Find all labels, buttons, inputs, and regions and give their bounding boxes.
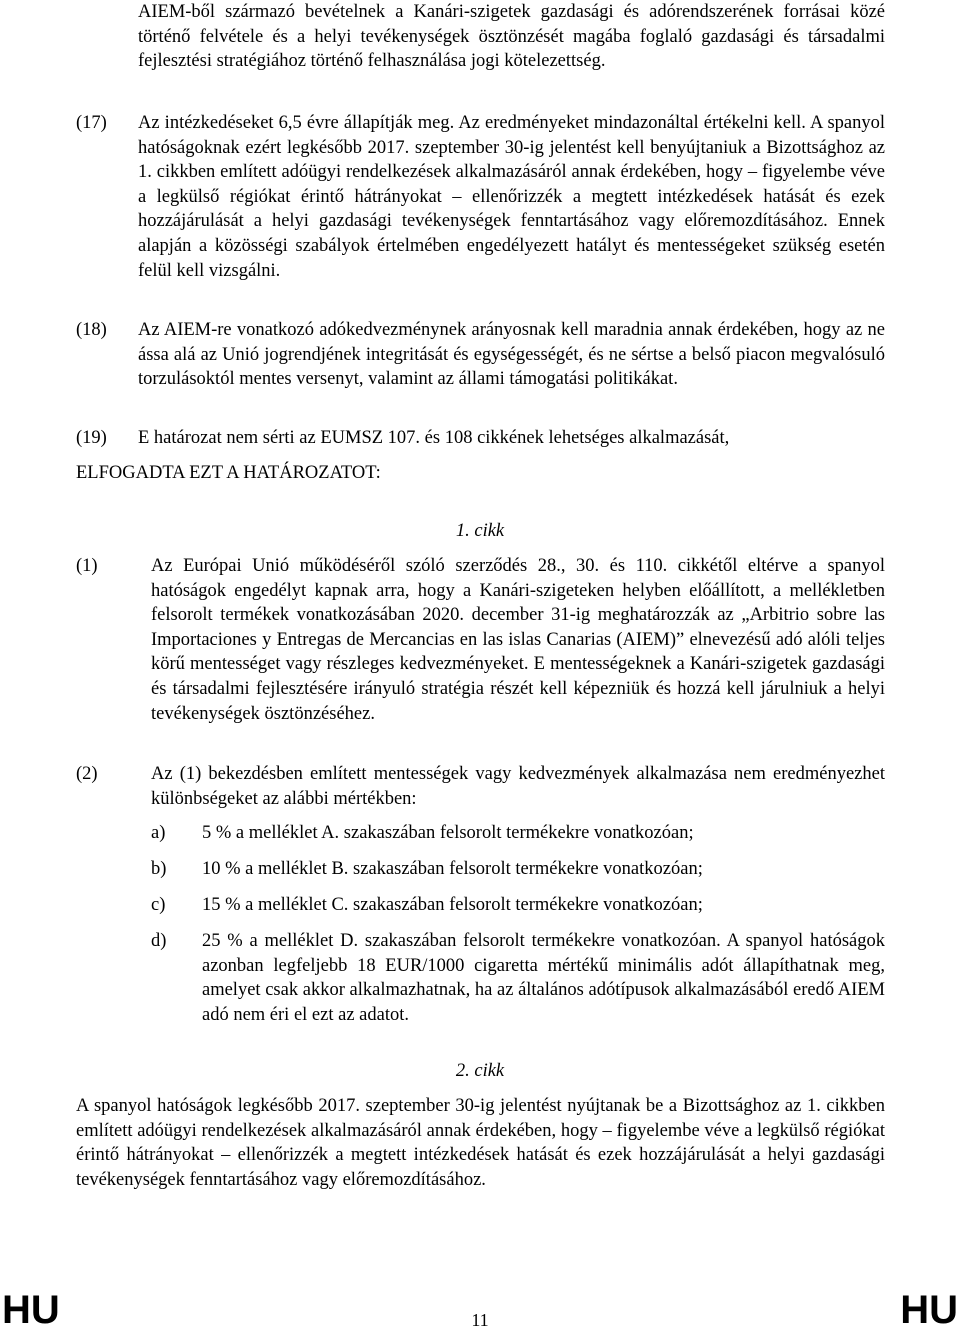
recital-text: Az AIEM-re vonatkozó adókedvezménynek arányosnak kell maradnia annak érdekében, hogy az ne ássa alá az Unió jogrendjének integritását és egységességét, és ne sértse a belső piacon megvalósuló torzulásoktól mentes versenyt, valamint az állami támogatási politikákat.: [138, 320, 885, 390]
continuation-paragraph: AIEM-ből származó bevételnek a Kanári-szigetek gazdasági és adórendszerének forrásai közé történő felvétele és a helyi tevékenységek ösztönzését magába foglaló gazdasági és társadalmi fejlesztési stratégiához történő felhasználása jogi kötelezettség.: [138, 2, 885, 72]
recital-text: E határozat nem sérti az EUMSZ 107. és 108 cikkének lehetséges alkalmazását,: [138, 428, 730, 448]
list-item-d: [151, 929, 885, 1027]
article-2-text: A spanyol hatóságok legkésőbb 2017. szeptember 30-ig jelentést nyújtanak be a Bizottsághoz az 1. cikkben említett adóügyi rendelkezések alkalmazásáról annak érdekében, hogy – figyelembe véve a legkülső régiókat érintő hátrányokat – ellenőrizzék a megtett intézkedések hatását és ezek hozzájárulását a helyi gazdasági tevékenységek fenntartásához vagy előremozdításához.: [76, 1096, 885, 1190]
page-number: 11: [471, 1310, 489, 1330]
list-item-text: 15 % a melléklet C. szakaszában felsorolt termékekre vonatkozóan;: [202, 895, 703, 915]
article-1-heading: 1. cikk: [455, 521, 505, 541]
list-item-c: [151, 893, 885, 918]
article-1-paragraph-2: [76, 762, 885, 811]
recital-number: (19): [76, 428, 107, 448]
adoption-declaration: ELFOGADTA EZT A HATÁROZATOT:: [76, 463, 381, 483]
recital-19: [76, 426, 885, 451]
list-item-letter: a): [151, 823, 166, 843]
list-item-letter: c): [151, 895, 166, 915]
recital-number: (18): [76, 320, 107, 340]
language-code-right: HU: [900, 1288, 958, 1332]
paragraph-text: Az Európai Unió működéséről szóló szerződés 28., 30. és 110. cikkétől eltérve a spanyol hatóságok engedélyt kapnak arra, hogy a Kanári-szigeteken helyben előállított, a mellékletben felsorolt termékek vonatkozásában 2020. december 31-ig meghatározzák az „Arbitrio sobre las Importaciones y Entregas de Mercancias en las islas Canarias (AIEM)” elnevezésű adó alóli teljes körű mentességet vagy részleges kedvezményeket. E mentességeknek a Kanári-szigetek gazdasági és társadalmi fejlesztésére irányuló stratégia részét kell képezniük és hozzá kell járulniuk a helyi tevékenységek ösztönzéséhez.: [151, 556, 885, 724]
paragraph-number: (2): [76, 764, 98, 784]
list-item-letter: b): [151, 859, 167, 879]
list-item-b: [151, 857, 885, 882]
recital-number: (17): [76, 113, 107, 133]
list-item-text: 25 % a melléklet D. szakaszában felsorolt termékekre vonatkozóan. A spanyol hatóságok azonban legfeljebb 18 EUR/1000 cigaretta mértékű minimális adót állapíthatnak meg, amelyet csak akkor alkalmazhatnak, ha az általános adótípusok alkalmazásából eredő AIEM adó nem éri el ezt az adatot.: [202, 931, 885, 1025]
recital-17: [76, 111, 885, 283]
recital-18: [76, 318, 885, 392]
language-code-left: HU: [2, 1288, 60, 1332]
list-item-text: 10 % a melléklet B. szakaszában felsorolt termékekre vonatkozóan;: [202, 859, 703, 879]
list-item-text: 5 % a melléklet A. szakaszában felsorolt termékekre vonatkozóan;: [202, 823, 694, 843]
paragraph-number: (1): [76, 556, 98, 576]
article-1-paragraph-1: [76, 554, 885, 726]
list-item-a: [151, 821, 885, 846]
article-2-heading: 2. cikk: [455, 1061, 505, 1081]
paragraph-text: Az (1) bekezdésben említett mentességek vagy kedvezmények alkalmazása nem eredményezhet különbségeket az alábbi mértékben:: [151, 764, 885, 809]
list-item-letter: d): [151, 931, 167, 951]
recital-text: Az intézkedéseket 6,5 évre állapítják meg. Az eredményeket mindazonáltal értékelni kell. A spanyol hatóságoknak ezért legkésőbb 2017. szeptember 30-ig jelentést kell benyújtaniuk a Bizottsághoz az 1. cikkben említett adóügyi rendelkezések alkalmazásáról annak érdekében, hogy – figyelembe véve a legkülső régiókat érintő hátrányokat – ellenőrizzék a megtett intézkedések hatását és ezek hozzájárulását a helyi gazdasági tevékenységek fenntartásához vagy előremozdításához. Ennek alapján a közösségi szabályok értelmében engedélyezett hatályt és mentességeket szükség esetén felül kell vizsgálni.: [138, 113, 885, 281]
